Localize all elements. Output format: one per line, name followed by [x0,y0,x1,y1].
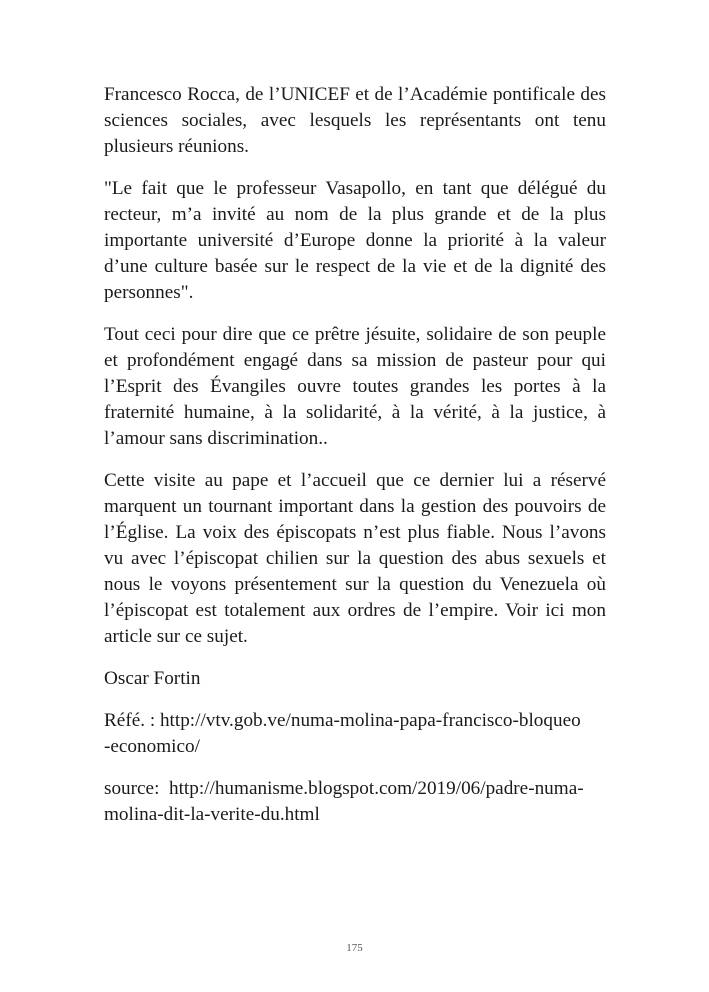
page-number: 175 [346,942,363,954]
reference-line-2: -economico/ [104,736,200,757]
source-line-1: source: http://humanisme.blogspot.com/2019/06/padre-numa- [104,778,584,799]
paragraph-3: Tout ceci pour dire que ce prêtre jésuite, solidaire de son peuple et profondément engagé dans sa mission de pasteur pour qui l’Esprit des Évangiles ouvre toutes grandes les portes à la fraternité humaine, à la solidarité, à la vérité, à la justice, à l’amour sans discrimination.. [104,324,606,449]
author-signature: Oscar Fortin [104,668,201,689]
reference-line-1: Réfé. : http://vtv.gob.ve/numa-molina-papa-francisco-bloqueo [104,710,581,731]
paragraph-1: Francesco Rocca, de l’UNICEF et de l’Académie pontificale des sciences sociales, avec lesquels les représentants ont tenu plusieurs réunions. [104,84,606,157]
page-body [104,82,606,844]
paragraph-4: Cette visite au pape et l’accueil que ce dernier lui a réservé marquent un tournant important dans la gestion des pouvoirs de l’Église. La voix des épiscopats n’est plus fiable. Nous l’avons vu avec l’épiscopat chilien sur la question des abus sexuels et nous le voyons présentement sur la question du Venezuela où l’épiscopat est totalement aux ordres de l’empire. Voir ici mon article sur ce sujet. [104,470,606,647]
source-line-2: molina-dit-la-verite-du.html [104,804,320,825]
paragraph-2: "Le fait que le professeur Vasapollo, en tant que délégué du recteur, m’a invité au nom de la plus grande et de la plus importante université d’Europe donne la priorité à la valeur d’une culture basée sur le respect de la vie et de la dignité des personnes". [104,178,606,303]
source-link[interactable] [104,776,606,828]
reference-link[interactable] [104,708,606,760]
